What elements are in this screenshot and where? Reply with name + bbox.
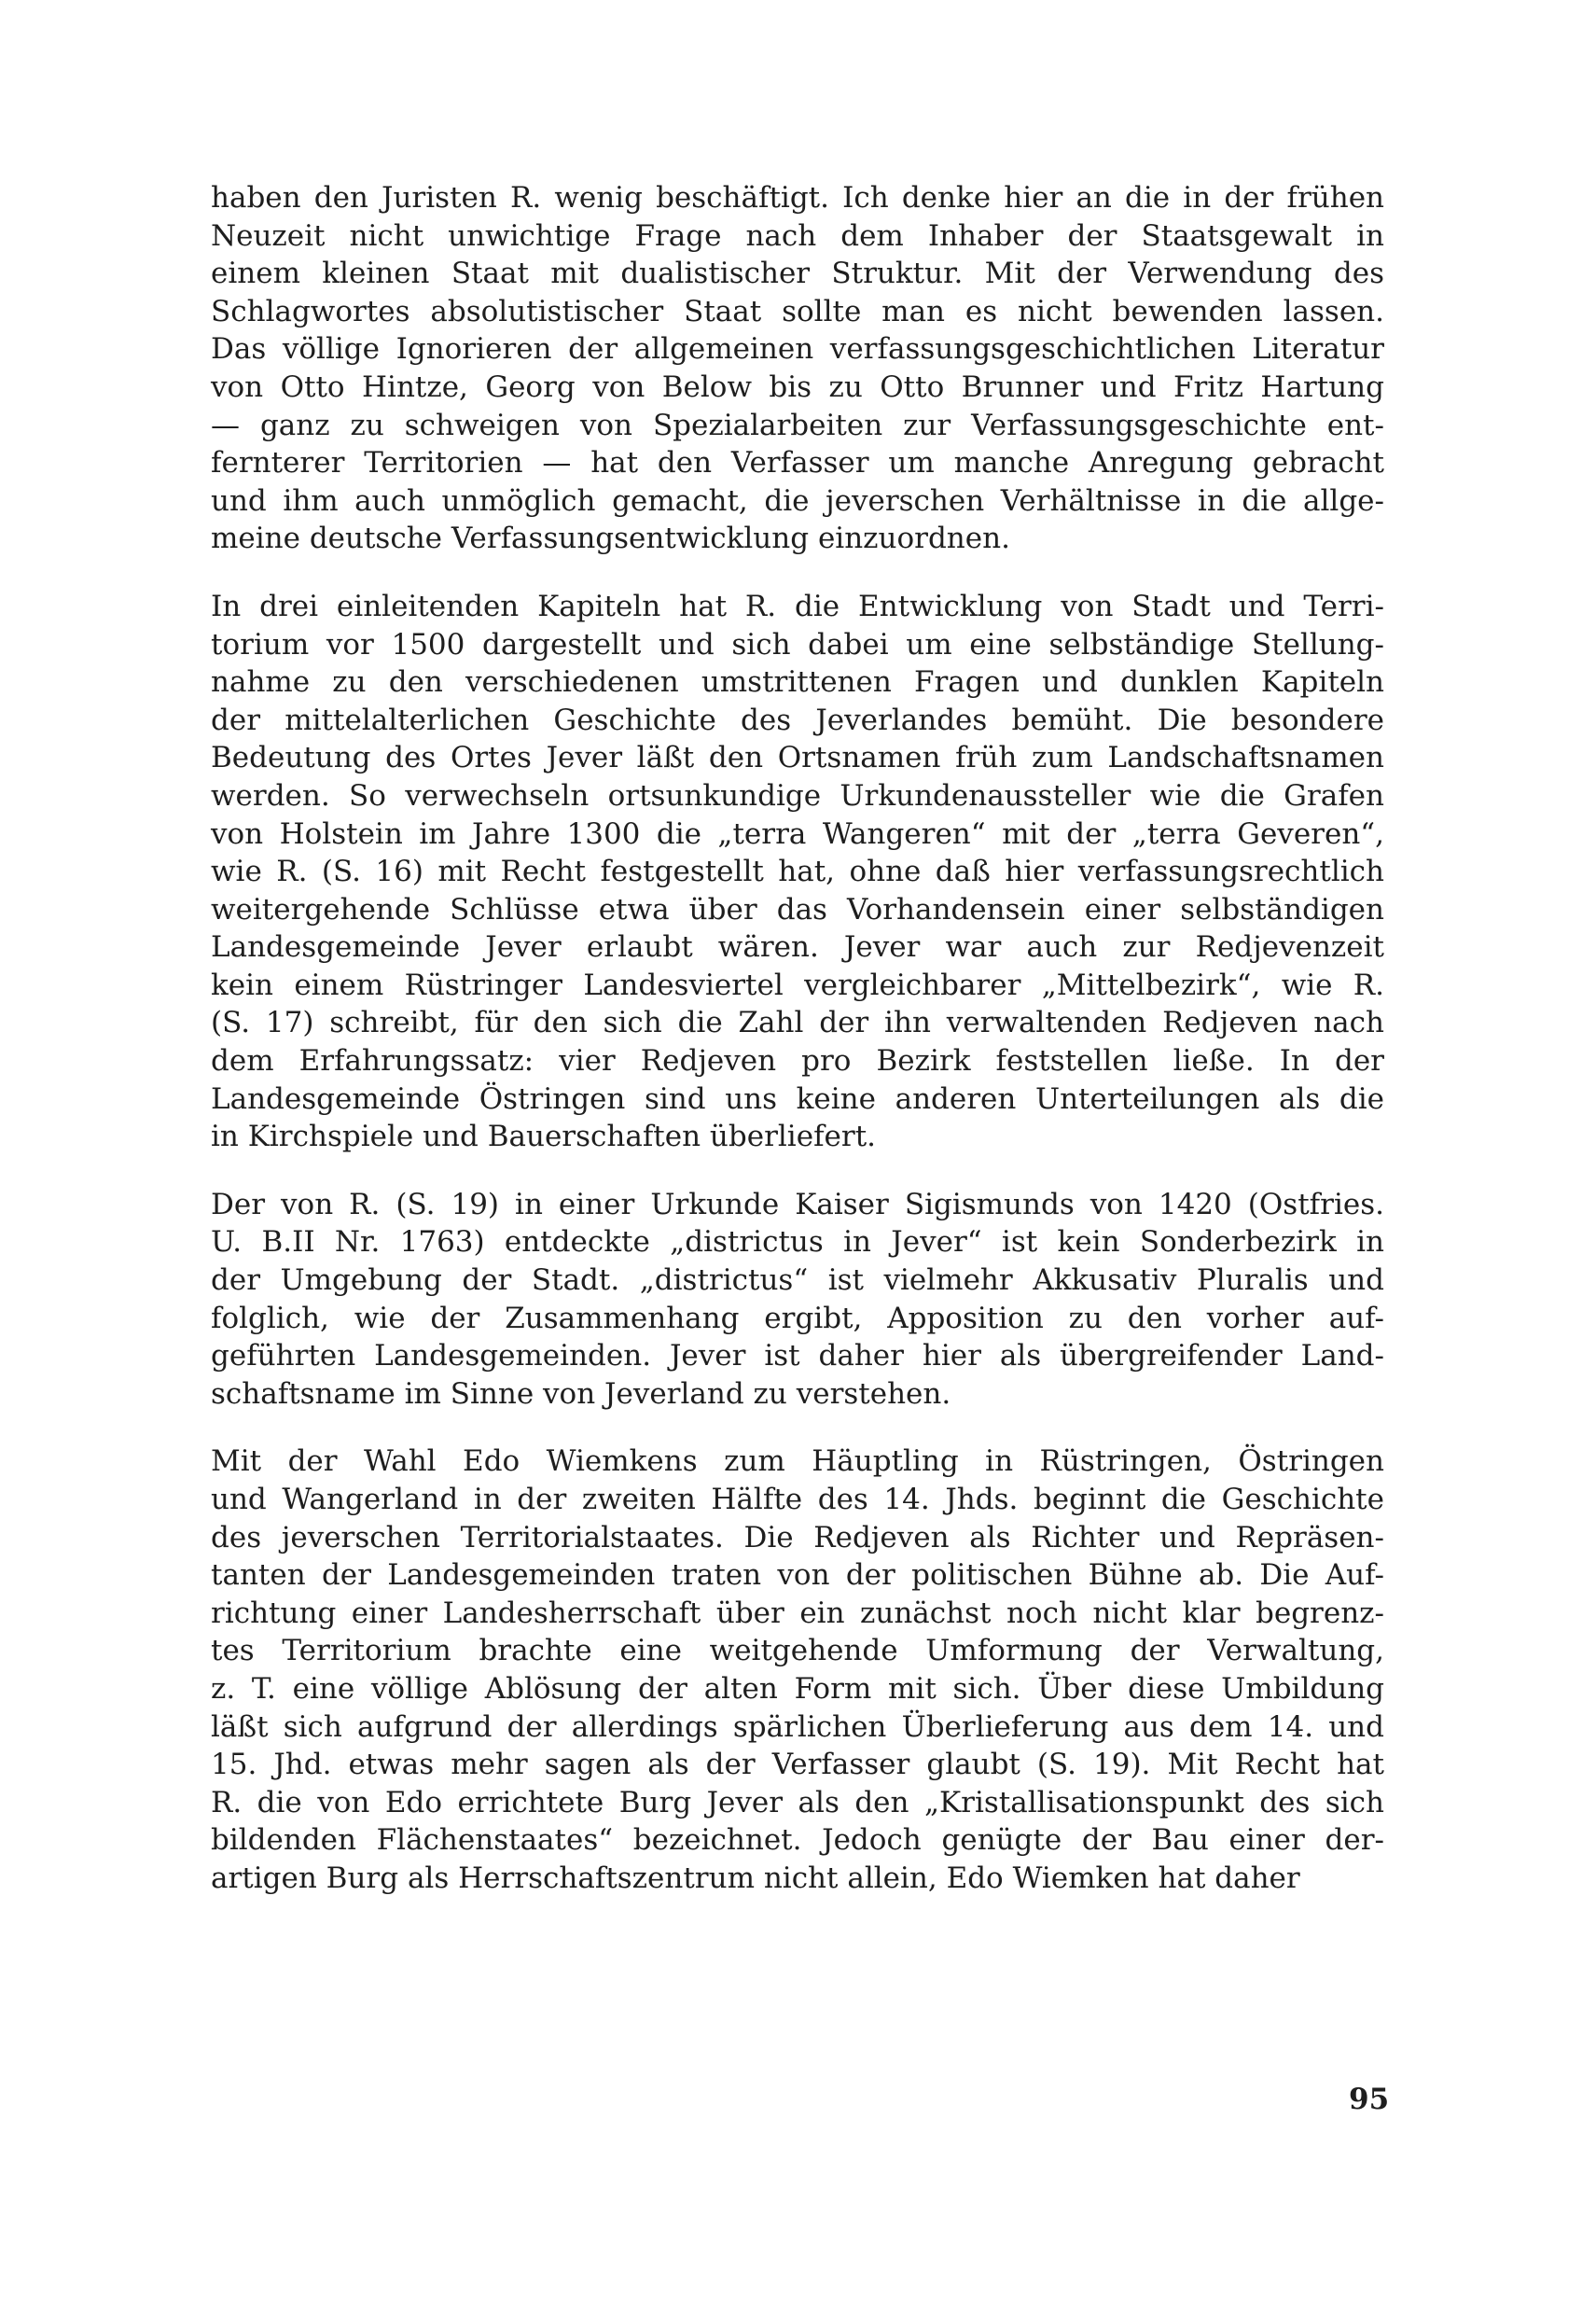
text-line: der mittelalterlichen Geschichte des Jeverlandes bemüht. Die besondere xyxy=(211,703,1384,737)
text-line: In drei einleitenden Kapiteln hat R. die Entwicklung von Stadt und Terri- xyxy=(211,589,1384,623)
text-line: kein einem Rüstringer Landesviertel vergleichbarer „Mittelbezirk“, wie R. xyxy=(211,968,1384,1002)
text-line: R. die von Edo errichtete Burg Jever als den „Kristallisationspunkt des sich xyxy=(211,1785,1384,1819)
text-line: Bedeutung des Ortes Jever läßt den Ortsnamen früh zum Landschaftsnamen xyxy=(211,741,1384,775)
text-line: 15. Jhd. etwas mehr sagen als der Verfasser glaubt (S. 19). Mit Recht hat xyxy=(211,1748,1384,1782)
text-line: Landesgemeinde Jever erlaubt wären. Jever war auch zur Redjevenzeit xyxy=(211,930,1384,965)
text-line: Schlagwortes absolutistischer Staat sollte man es nicht bewenden lassen. xyxy=(211,294,1384,328)
text-line: Das völlige Ignorieren der allgemeinen verfassungsgeschichtlichen Literatur xyxy=(211,332,1384,367)
text-line: — ganz zu schweigen von Spezialarbeiten zur Verfassungsgeschichte ent- xyxy=(211,408,1384,442)
text-line: wie R. (S. 16) mit Recht festgestellt hat, ohne daß hier verfassungsrechtlich xyxy=(211,855,1384,889)
paragraph xyxy=(211,1443,1384,1897)
text-line: artigen Burg als Herrschaftszentrum nicht allein, Edo Wiemken hat daher xyxy=(211,1861,1300,1895)
text-line: schaftsname im Sinne von Jeverland zu verstehen. xyxy=(211,1376,951,1411)
paragraph xyxy=(211,1186,1384,1414)
text-line: und ihm auch unmöglich gemacht, die jeverschen Verhältnisse in die allge- xyxy=(211,483,1384,518)
text-line: von Otto Hintze, Georg von Below bis zu Otto Brunner und Fritz Hartung xyxy=(211,369,1384,404)
text-line: folglich, wie der Zusammenhang ergibt, Apposition zu den vorher auf- xyxy=(211,1301,1384,1335)
body-text xyxy=(211,179,1384,1928)
paragraph xyxy=(211,588,1384,1156)
text-line: der Umgebung der Stadt. „districtus“ ist vielmehr Akkusativ Pluralis und xyxy=(211,1263,1384,1298)
text-line: dem Erfahrungssatz: vier Redjeven pro Bezirk feststellen ließe. In der xyxy=(211,1044,1384,1079)
text-line: von Holstein im Jahre 1300 die „terra Wangeren“ mit der „terra Geveren“, xyxy=(211,816,1384,851)
text-line: Mit der Wahl Edo Wiemkens zum Häuptling in Rüstringen, Östringen xyxy=(211,1444,1384,1479)
text-line: Neuzeit nicht unwichtige Frage nach dem Inhaber der Staatsgewalt in xyxy=(211,218,1384,253)
text-line: tes Territorium brachte eine weitgehende Umformung der Verwaltung, xyxy=(211,1634,1384,1668)
text-line: fernterer Territorien — hat den Verfasser um manche Anregung gebracht xyxy=(211,446,1384,481)
text-line: bildenden Flächenstaates“ bezeichnet. Jedoch genügte der Bau einer der- xyxy=(211,1823,1384,1858)
text-line: tanten der Landesgemeinden traten von der politischen Bühne ab. Die Auf- xyxy=(211,1558,1384,1593)
text-line: Der von R. (S. 19) in einer Urkunde Kaiser Sigismunds von 1420 (Ostfries. xyxy=(211,1187,1384,1221)
text-line: weitergehende Schlüsse etwa über das Vorhandensein einer selbständigen xyxy=(211,892,1384,927)
text-line: richtung einer Landesherrschaft über ein zunächst noch nicht klar begrenz- xyxy=(211,1596,1384,1630)
text-line: des jeverschen Territorialstaates. Die Redjeven als Richter und Repräsen- xyxy=(211,1520,1384,1554)
text-line: haben den Juristen R. wenig beschäftigt. Ich denke hier an die in der frühen xyxy=(211,181,1384,215)
text-line: in Kirchspiele und Bauerschaften überliefert. xyxy=(211,1120,877,1154)
text-line: werden. So verwechseln ortsunkundige Urkundenaussteller wie die Grafen xyxy=(211,778,1384,813)
text-line: nahme zu den verschiedenen umstrittenen Fragen und dunklen Kapiteln xyxy=(211,665,1384,700)
text-line: torium vor 1500 dargestellt und sich dabei um eine selbständige Stellung- xyxy=(211,627,1384,662)
paragraph xyxy=(211,179,1384,558)
page-number: 95 xyxy=(1349,2083,1390,2116)
text-line: meine deutsche Verfassungsentwicklung einzuordnen. xyxy=(211,522,1010,556)
text-line: läßt sich aufgrund der allerdings spärlichen Überlieferung aus dem 14. und xyxy=(211,1709,1384,1744)
text-line: z. T. eine völlige Ablösung der alten Form mit sich. Über diese Umbildung xyxy=(211,1671,1384,1706)
text-line: (S. 17) schreibt, für den sich die Zahl der ihn verwaltenden Redjeven nach xyxy=(211,1006,1384,1040)
text-line: einem kleinen Staat mit dualistischer Struktur. Mit der Verwendung des xyxy=(211,257,1384,291)
text-line: Landesgemeinde Östringen sind uns keine anderen Unterteilungen als die xyxy=(211,1081,1384,1116)
text-line: und Wangerland in der zweiten Hälfte des 14. Jhds. beginnt die Geschichte xyxy=(211,1483,1384,1516)
text-line: geführten Landesgemeinden. Jever ist daher hier als übergreifender Land- xyxy=(211,1339,1384,1373)
text-line: U. B.II Nr. 1763) entdeckte „districtus in Jever“ ist kein Sonderbezirk in xyxy=(211,1225,1384,1260)
